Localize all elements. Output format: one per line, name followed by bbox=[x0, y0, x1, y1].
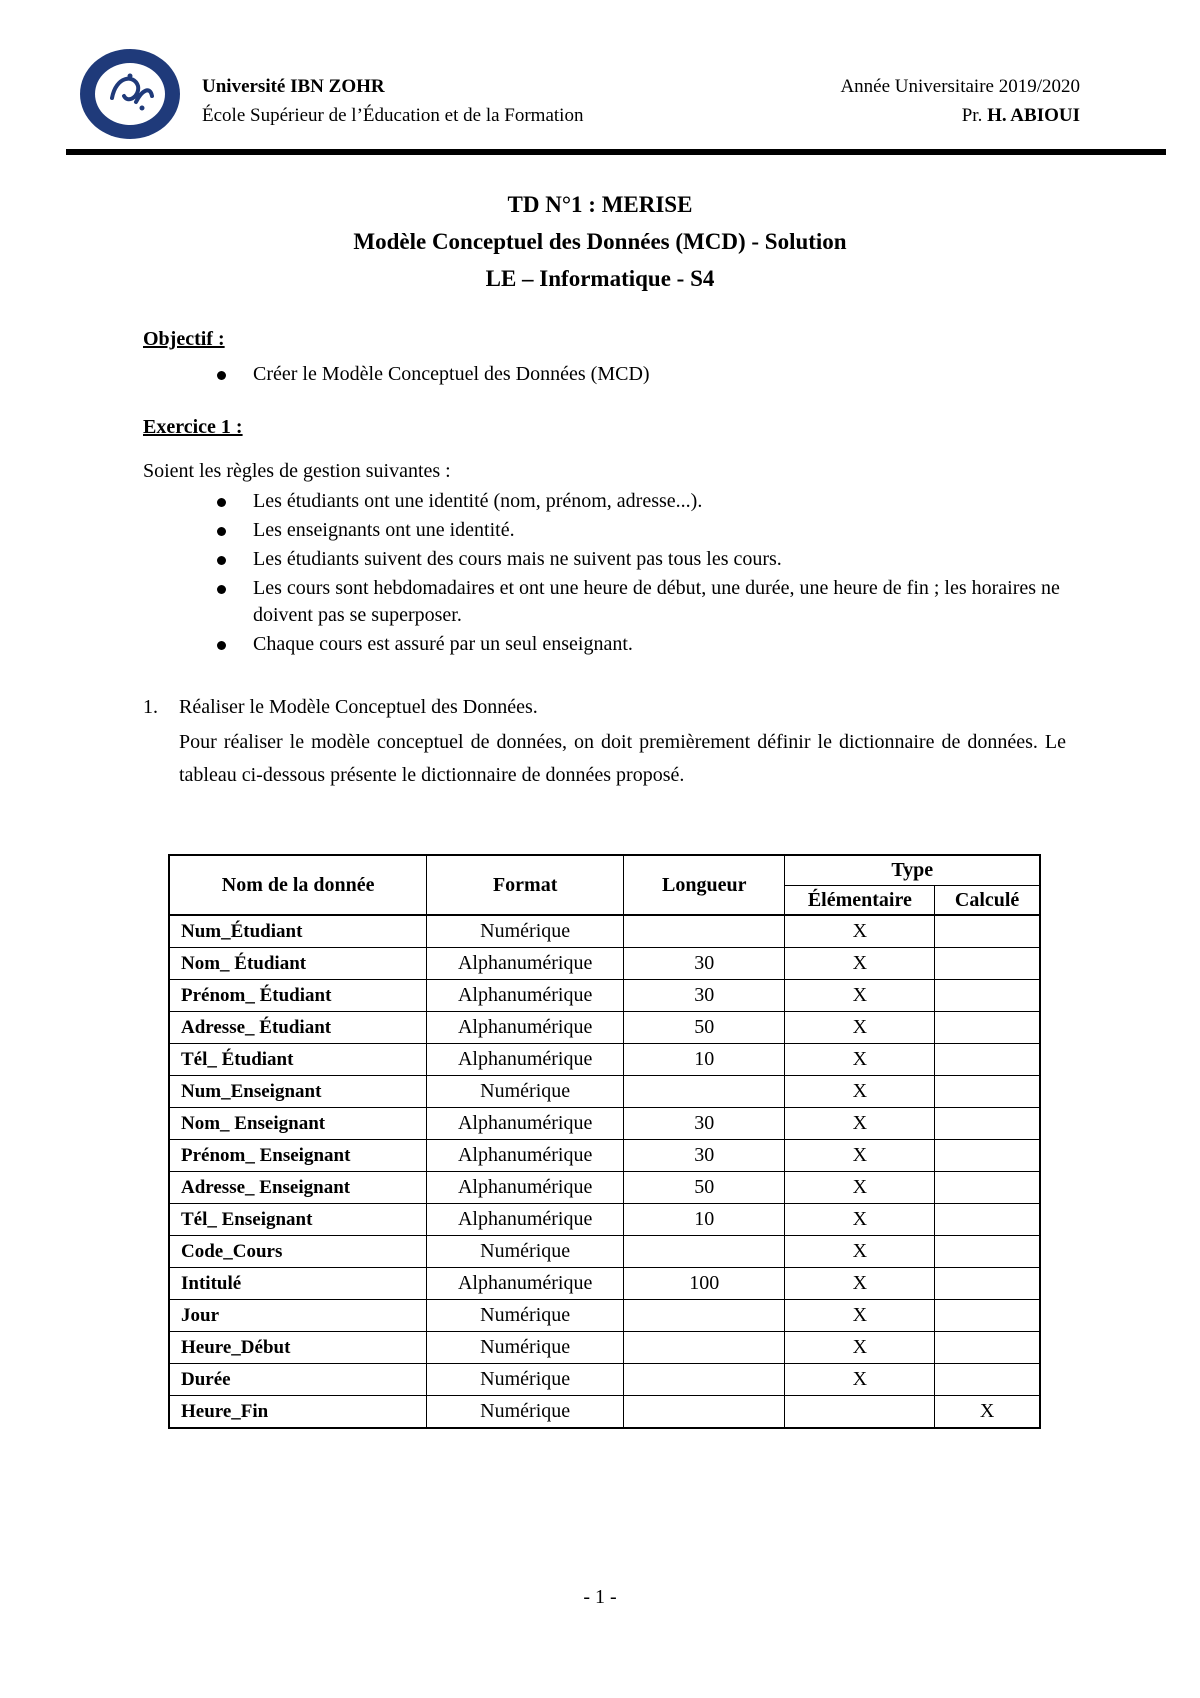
list-item: Les cours sont hebdomadaires et ont une heure de début, une durée, une heure de fin ; les horaires ne doivent pas se superposer. bbox=[214, 575, 1066, 629]
title-line-3: LE – Informatique - S4 bbox=[485, 266, 715, 291]
cell-elementary: X bbox=[785, 1204, 935, 1236]
table-row bbox=[169, 1396, 1040, 1429]
table-row bbox=[169, 1140, 1040, 1172]
cell-name: Adresse_ Étudiant bbox=[169, 1012, 427, 1044]
cell-name: Prénom_ Étudiant bbox=[169, 980, 427, 1012]
cell-elementary: X bbox=[785, 1268, 935, 1300]
cell-elementary: X bbox=[785, 1044, 935, 1076]
cell-elementary: X bbox=[785, 1364, 935, 1396]
cell-name: Tél_ Étudiant bbox=[169, 1044, 427, 1076]
professor-name: H. ABIOUI bbox=[987, 105, 1080, 126]
question-paragraph: Pour réaliser le modèle conceptuel de données, on doit premièrement définir le dictionnaire de données. Le tableau ci-dessous présente le dictionnaire de données proposé. bbox=[179, 731, 1066, 786]
question-number: 1. bbox=[143, 696, 158, 718]
cell-format: Numérique bbox=[427, 1364, 624, 1396]
cell-elementary: X bbox=[785, 948, 935, 980]
list-item: Les enseignants ont une identité. bbox=[214, 517, 1066, 544]
cell-calculated bbox=[935, 1172, 1040, 1204]
table-row bbox=[169, 948, 1040, 980]
cell-name: Tél_ Enseignant bbox=[169, 1204, 427, 1236]
cell-elementary: X bbox=[785, 1012, 935, 1044]
cell-calculated bbox=[935, 1108, 1040, 1140]
cell-format: Alphanumérique bbox=[427, 1108, 624, 1140]
cell-calculated bbox=[935, 1300, 1040, 1332]
table-row bbox=[169, 1076, 1040, 1108]
cell-length: 100 bbox=[623, 1268, 785, 1300]
cell-length bbox=[623, 1236, 785, 1268]
cell-calculated bbox=[935, 1268, 1040, 1300]
school-name: École Supérieur de l’Éducation et de la Formation bbox=[202, 105, 584, 126]
cell-format: Numérique bbox=[427, 1396, 624, 1429]
cell-calculated bbox=[935, 948, 1040, 980]
list-item: Les étudiants suivent des cours mais ne suivent pas tous les cours. bbox=[214, 546, 1066, 573]
header-format: Format bbox=[427, 855, 624, 915]
cell-elementary: X bbox=[785, 1332, 935, 1364]
cell-length: 10 bbox=[623, 1204, 785, 1236]
page-number: - 1 - bbox=[583, 1586, 617, 1608]
cell-elementary: X bbox=[785, 1172, 935, 1204]
cell-length: 30 bbox=[623, 948, 785, 980]
header-length: Longueur bbox=[623, 855, 785, 915]
cell-calculated bbox=[935, 1044, 1040, 1076]
table-row bbox=[169, 1268, 1040, 1300]
header-left bbox=[202, 72, 583, 130]
cell-name: Num_Étudiant bbox=[169, 915, 427, 948]
cell-elementary: X bbox=[785, 980, 935, 1012]
cell-calculated bbox=[935, 1204, 1040, 1236]
list-item: Chaque cours est assuré par un seul enseignant. bbox=[214, 631, 1066, 658]
table-row bbox=[169, 980, 1040, 1012]
cell-elementary: X bbox=[785, 915, 935, 948]
table-row bbox=[169, 1012, 1040, 1044]
cell-length bbox=[623, 1300, 785, 1332]
cell-elementary: X bbox=[785, 1076, 935, 1108]
header-calculated: Calculé bbox=[935, 886, 1040, 916]
professor-prefix: Pr. bbox=[961, 105, 983, 126]
cell-format: Alphanumérique bbox=[427, 1268, 624, 1300]
cell-length: 50 bbox=[623, 1172, 785, 1204]
cell-length bbox=[623, 1396, 785, 1429]
cell-format: Numérique bbox=[427, 915, 624, 948]
table-row bbox=[169, 1108, 1040, 1140]
list-item: Créer le Modèle Conceptuel des Données (MCD) bbox=[214, 361, 650, 388]
header-divider bbox=[66, 149, 1166, 155]
cell-name: Intitulé bbox=[169, 1268, 427, 1300]
cell-format: Alphanumérique bbox=[427, 980, 624, 1012]
question-text: Réaliser le Modèle Conceptuel des Données. bbox=[179, 696, 538, 718]
header-name: Nom de la donnée bbox=[169, 855, 427, 915]
cell-name: Nom_ Enseignant bbox=[169, 1108, 427, 1140]
data-dictionary-table bbox=[168, 854, 1041, 1429]
cell-name: Heure_Début bbox=[169, 1332, 427, 1364]
cell-format: Alphanumérique bbox=[427, 1204, 624, 1236]
academic-year: Année Universitaire 2019/2020 bbox=[840, 76, 1080, 97]
cell-length bbox=[623, 1332, 785, 1364]
cell-name: Adresse_ Enseignant bbox=[169, 1172, 427, 1204]
cell-elementary: X bbox=[785, 1140, 935, 1172]
cell-name: Code_Cours bbox=[169, 1236, 427, 1268]
cell-length: 30 bbox=[623, 980, 785, 1012]
table-row bbox=[169, 915, 1040, 948]
cell-elementary: X bbox=[785, 1108, 935, 1140]
cell-name: Jour bbox=[169, 1300, 427, 1332]
cell-calculated bbox=[935, 1012, 1040, 1044]
cell-length: 30 bbox=[623, 1140, 785, 1172]
cell-calculated bbox=[935, 1236, 1040, 1268]
cell-length: 30 bbox=[623, 1108, 785, 1140]
cell-calculated bbox=[935, 1364, 1040, 1396]
exercise-intro: Soient les règles de gestion suivantes : bbox=[143, 460, 451, 482]
title-block bbox=[0, 186, 1200, 297]
cell-elementary: X bbox=[785, 1300, 935, 1332]
table-row bbox=[169, 1300, 1040, 1332]
cell-name: Durée bbox=[169, 1364, 427, 1396]
objective-heading: Objectif : bbox=[143, 328, 225, 350]
cell-format: Alphanumérique bbox=[427, 1172, 624, 1204]
rules-list bbox=[214, 488, 1066, 660]
table-body bbox=[169, 915, 1040, 1428]
cell-format: Numérique bbox=[427, 1332, 624, 1364]
list-item: Les étudiants ont une identité (nom, prénom, adresse...). bbox=[214, 488, 1066, 515]
title-line-1: TD N°1 : MERISE bbox=[507, 192, 693, 217]
header-elementary: Élémentaire bbox=[785, 886, 935, 916]
cell-format: Alphanumérique bbox=[427, 1044, 624, 1076]
header-type: Type bbox=[785, 855, 1040, 886]
cell-elementary: X bbox=[785, 1236, 935, 1268]
university-name: Université IBN ZOHR bbox=[202, 76, 385, 97]
cell-calculated bbox=[935, 980, 1040, 1012]
cell-format: Alphanumérique bbox=[427, 948, 624, 980]
table-row bbox=[169, 1172, 1040, 1204]
cell-calculated bbox=[935, 1332, 1040, 1364]
cell-name: Heure_Fin bbox=[169, 1396, 427, 1429]
cell-length bbox=[623, 1364, 785, 1396]
title-line-2: Modèle Conceptuel des Données (MCD) - Solution bbox=[353, 229, 847, 254]
exercise-heading: Exercice 1 : bbox=[143, 416, 243, 438]
cell-length: 10 bbox=[623, 1044, 785, 1076]
professor bbox=[840, 101, 1080, 130]
cell-format: Numérique bbox=[427, 1300, 624, 1332]
cell-calculated bbox=[935, 915, 1040, 948]
cell-format: Alphanumérique bbox=[427, 1140, 624, 1172]
header-right bbox=[840, 72, 1080, 130]
cell-name: Prénom_ Enseignant bbox=[169, 1140, 427, 1172]
cell-elementary bbox=[785, 1396, 935, 1429]
table-row bbox=[169, 1044, 1040, 1076]
table-row bbox=[169, 1332, 1040, 1364]
cell-length bbox=[623, 915, 785, 948]
cell-name: Num_Enseignant bbox=[169, 1076, 427, 1108]
cell-format: Alphanumérique bbox=[427, 1012, 624, 1044]
cell-calculated: X bbox=[935, 1396, 1040, 1429]
cell-length bbox=[623, 1076, 785, 1108]
cell-format: Numérique bbox=[427, 1236, 624, 1268]
cell-name: Nom_ Étudiant bbox=[169, 948, 427, 980]
university-logo bbox=[76, 46, 184, 142]
table-row bbox=[169, 1236, 1040, 1268]
objective-list bbox=[214, 361, 650, 388]
cell-length: 50 bbox=[623, 1012, 785, 1044]
table-row bbox=[169, 1204, 1040, 1236]
table-row bbox=[169, 1364, 1040, 1396]
cell-format: Numérique bbox=[427, 1076, 624, 1108]
cell-calculated bbox=[935, 1140, 1040, 1172]
cell-calculated bbox=[935, 1076, 1040, 1108]
